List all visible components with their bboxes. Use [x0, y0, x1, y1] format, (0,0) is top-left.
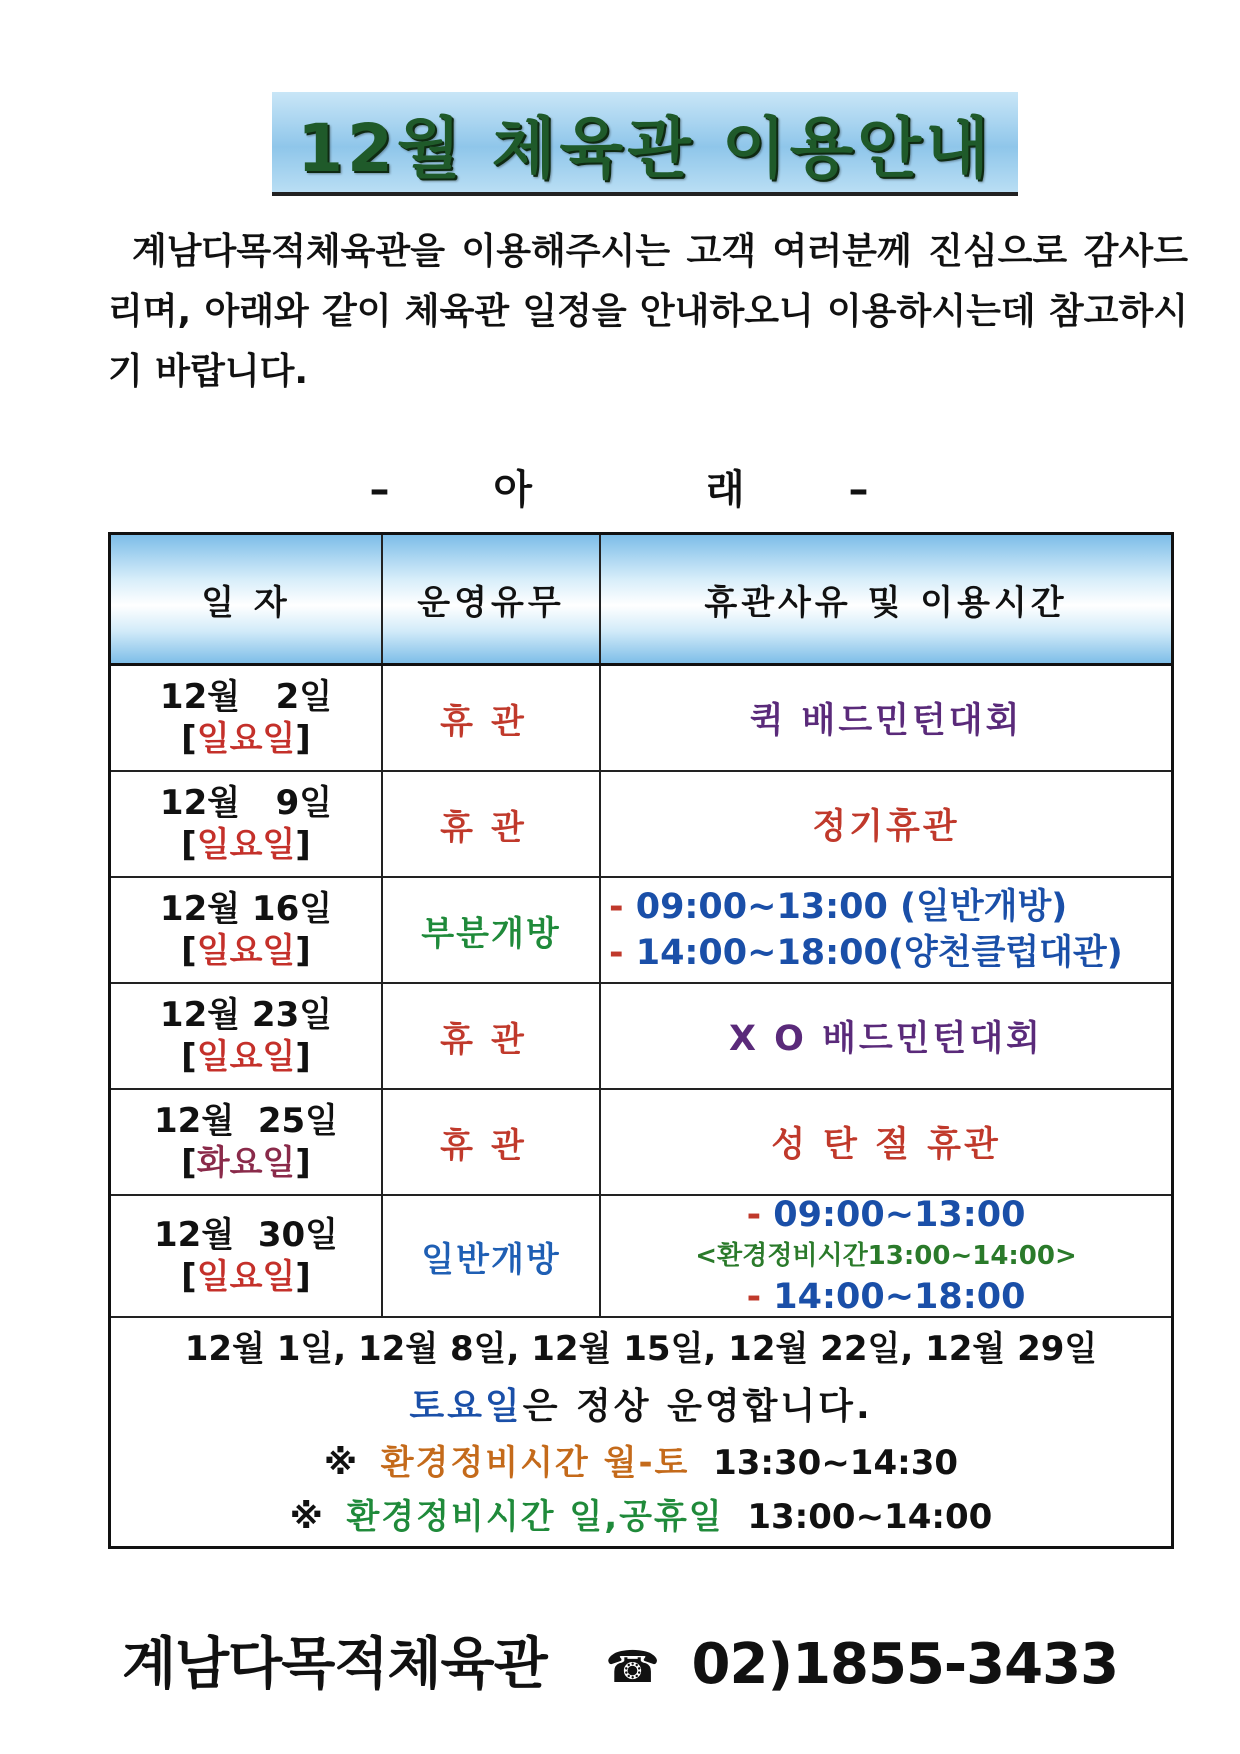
heading-char-b: 래: [705, 467, 747, 513]
heading-char-a: 아: [493, 467, 535, 513]
row-status: 휴관: [440, 807, 542, 848]
row-reason: 퀵 배드민턴대회: [749, 701, 1023, 741]
row-status: 부분개방: [421, 913, 561, 954]
header-status: 운영유무: [417, 582, 565, 623]
intro-text: 계남다목적체육관을 이용해주시는 고객 여러분께 진심으로 감사드리며, 아래와 같이 체육관 일정을 안내하오니 이용하시는데 참고하시기 바랍니다.: [108, 231, 1188, 392]
table-header: [111, 535, 1171, 666]
row-date: 12월 16일: [159, 889, 333, 929]
cleaning-note-weekday: ※ 환경정비시간 월-토 13:30~14:30: [323, 1443, 959, 1483]
row-dow: [일요일]: [181, 1257, 311, 1297]
table-footer: [111, 1318, 1171, 1546]
table-row: [111, 666, 1171, 772]
saturday-notice: 토요일은 정상 운영합니다.: [409, 1386, 873, 1427]
row-reason: 성 탄 절 휴관: [771, 1125, 1001, 1165]
heading-dash-left: –: [369, 467, 392, 513]
row-date: 12월 30일: [154, 1215, 338, 1255]
contact-line: [0, 1620, 1240, 1700]
cleaning-note-sunday: ※ 환경정비시간 일,공휴일 13:00~14:00: [289, 1497, 993, 1537]
header-reason: 휴관사유 및 이용시간: [704, 582, 1068, 623]
saturday-dates: 12월 1일, 12월 8일, 12월 15일, 12월 22일, 12월 29일: [184, 1329, 1098, 1369]
schedule-table: [108, 532, 1174, 1549]
row-date: 12월 2일: [159, 677, 333, 717]
row-status: 휴관: [440, 701, 542, 742]
phone-number[interactable]: 02)1855-3433: [691, 1632, 1119, 1697]
row-status: 휴관: [440, 1125, 542, 1166]
table-row: [111, 878, 1171, 984]
row-cleaning-time: <환경정비시간13:00~14:00>: [695, 1241, 1077, 1271]
section-heading: [0, 458, 1240, 515]
heading-dash-right: –: [848, 467, 871, 513]
row-dow: [일요일]: [181, 1037, 311, 1077]
table-row: [111, 772, 1171, 878]
row-date: 12월 9일: [159, 783, 333, 823]
row-dow: [일요일]: [181, 719, 311, 759]
table-row: [111, 984, 1171, 1090]
telephone-icon: ☎: [605, 1642, 660, 1694]
row-time: - 14:00~18:00: [746, 1277, 1026, 1317]
facility-name: 계남다목적체육관: [121, 1632, 547, 1697]
row-time: - 09:00~13:00: [746, 1195, 1026, 1235]
row-status: 일반개방: [421, 1239, 561, 1280]
row-date: 12월 23일: [159, 995, 333, 1035]
row-time: - 14:00~18:00(양천클럽대관): [609, 933, 1123, 973]
row-reason: 정기휴관: [812, 807, 960, 847]
title-banner: [272, 92, 1018, 196]
row-dow: [일요일]: [181, 931, 311, 971]
header-date: 일 자: [201, 582, 291, 623]
intro-paragraph: [108, 222, 1188, 402]
row-status: 휴관: [440, 1019, 542, 1060]
row-date: 12월 25일: [154, 1101, 338, 1141]
table-row: [111, 1090, 1171, 1196]
row-reason: X O 배드민턴대회: [729, 1019, 1043, 1059]
page-title: 12월 체육관 이용안내: [297, 109, 993, 187]
row-dow: [화요일]: [181, 1143, 311, 1183]
row-time: - 09:00~13:00 (일반개방): [609, 887, 1068, 927]
table-row: [111, 1196, 1171, 1318]
row-dow: [일요일]: [181, 825, 311, 865]
